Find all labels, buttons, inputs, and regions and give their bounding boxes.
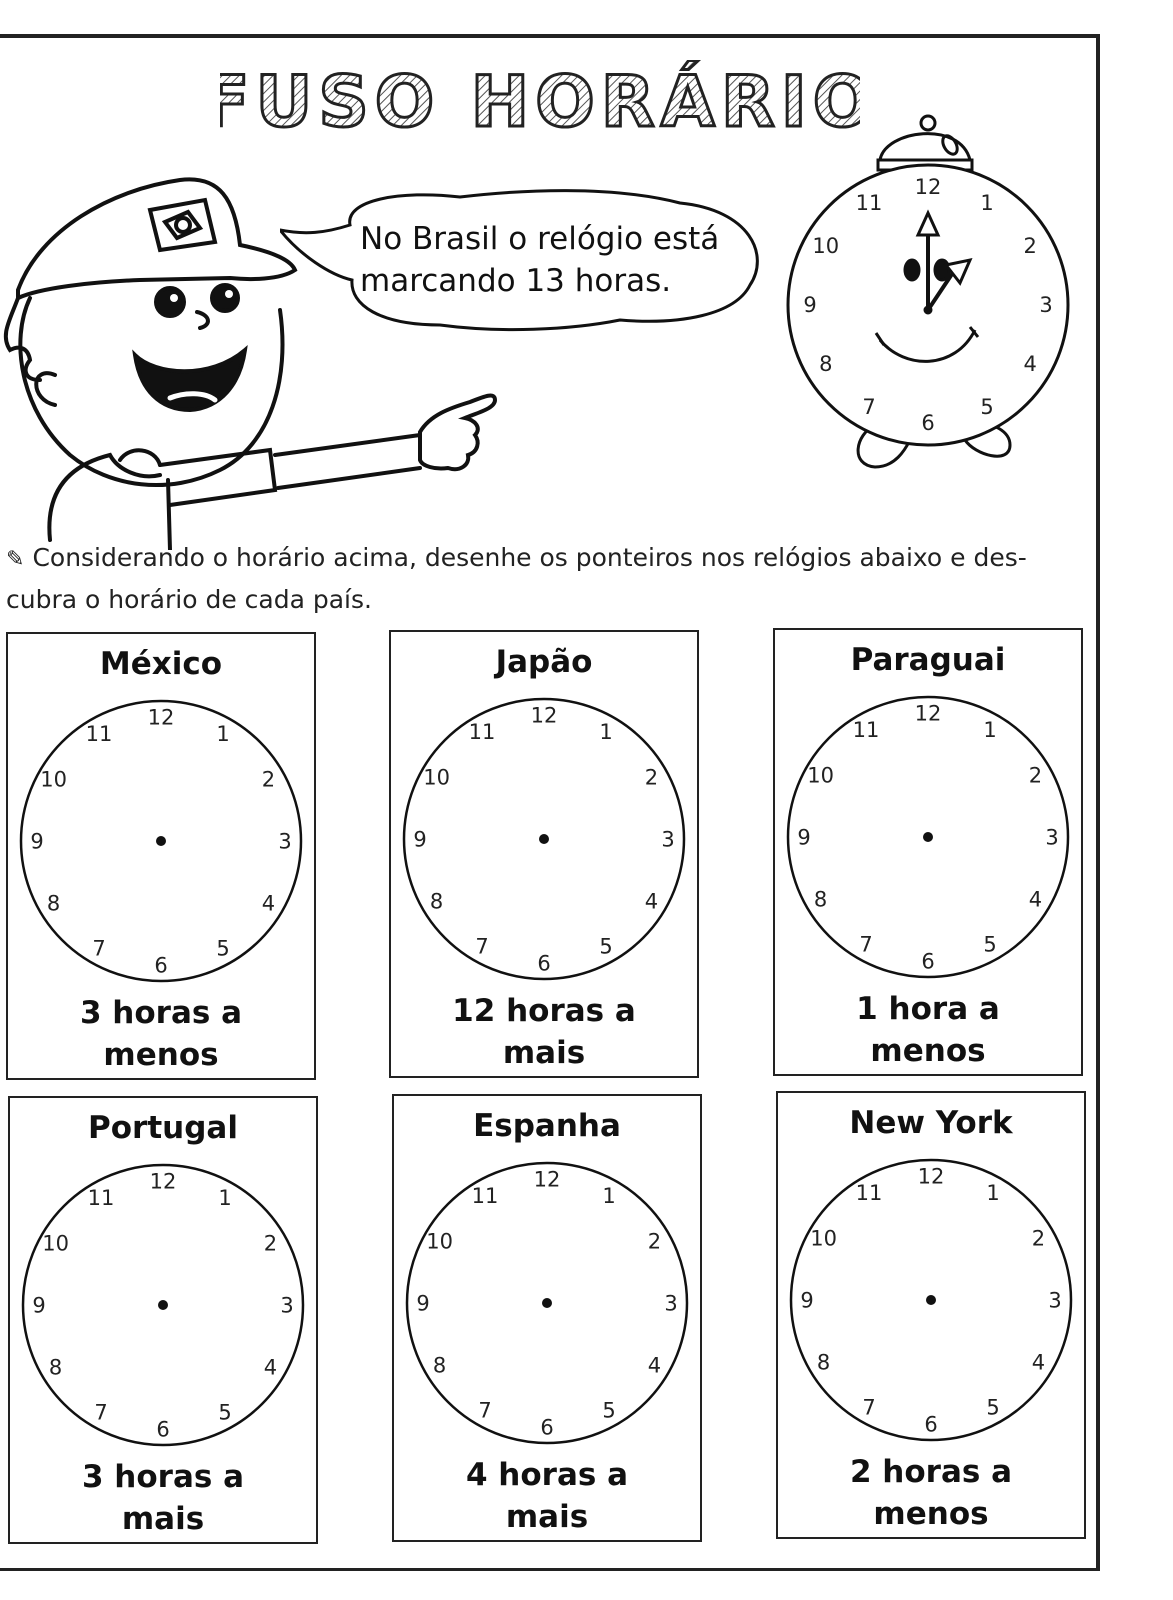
clock-number: 10 — [807, 763, 834, 788]
clock-number: 12 — [530, 703, 558, 728]
time-difference-line-2: menos — [873, 1496, 989, 1532]
clock-number: 11 — [855, 1181, 883, 1205]
clock-center-dot — [923, 832, 933, 842]
blank-clock-face[interactable] — [402, 1158, 692, 1448]
clock-number: 4 — [263, 1355, 278, 1380]
instruction-line-2: cubra o horário de cada país. — [6, 585, 372, 614]
clock-number: 4 — [647, 1353, 662, 1378]
clock-number: 11 — [855, 190, 883, 215]
country-name: New York — [849, 1105, 1013, 1141]
clock-number: 6 — [921, 949, 935, 974]
clock-number: 3 — [280, 1293, 294, 1318]
instruction-line-1: Considerando o horário acima, desenhe os ponteiros nos relógios abaixo e des- — [32, 543, 1027, 572]
clock-number: 5 — [218, 1400, 232, 1425]
clock-number: 3 — [661, 827, 675, 852]
time-difference-line-1: 2 horas a — [849, 1454, 1013, 1490]
clock-number: 10 — [42, 1231, 69, 1256]
clock-center-dot — [158, 1300, 168, 1310]
time-difference-line-1: 12 horas a — [452, 993, 636, 1029]
speech-bubble-text — [360, 218, 780, 302]
clock-number: 11 — [468, 720, 496, 744]
clock-number: 3 — [1048, 1288, 1062, 1313]
clock-number: 1 — [986, 1181, 1000, 1205]
title-graphic — [220, 60, 860, 140]
pencil-icon: ✎ — [6, 547, 25, 572]
time-difference-line-2: menos — [103, 1037, 219, 1073]
clock-number: 9 — [803, 293, 817, 317]
blank-clock-face[interactable] — [783, 692, 1073, 982]
clock-number: 12 — [917, 1164, 945, 1189]
clock-number: 5 — [980, 395, 994, 420]
speech-line-1: No Brasil o relógio está — [360, 221, 720, 257]
clock-number: 2 — [644, 765, 659, 790]
clock-number: 4 — [1028, 887, 1043, 912]
clock-number: 3 — [1039, 293, 1053, 317]
clock-number: 5 — [986, 1395, 1000, 1420]
clock-number: 7 — [862, 395, 876, 420]
time-difference — [775, 988, 1081, 1072]
time-difference-line-2: mais — [505, 1499, 589, 1535]
clock-center-dot — [542, 1298, 552, 1308]
clock-number: 7 — [92, 936, 106, 961]
alarm-clock-illustration — [780, 105, 1080, 485]
clock-number: 1 — [218, 1186, 232, 1210]
instruction-text — [6, 538, 1086, 620]
clock-number: 5 — [983, 932, 997, 957]
clock-number: 2 — [1023, 234, 1037, 258]
clock-number: 7 — [859, 932, 873, 957]
time-difference-line-2: menos — [870, 1033, 986, 1069]
country-card-paraguai — [773, 628, 1083, 1076]
clock-number: 6 — [921, 411, 935, 435]
clock-number: 9 — [32, 1293, 46, 1318]
clock-number: 5 — [602, 1398, 616, 1423]
clock-number: 4 — [644, 889, 659, 914]
speech-line-2: marcando 13 horas. — [360, 263, 672, 299]
clock-number: 8 — [816, 1350, 831, 1375]
clock-number: 6 — [154, 953, 168, 978]
clock-number: 11 — [471, 1184, 499, 1208]
clock-number: 12 — [914, 175, 942, 199]
clock-number: 7 — [478, 1398, 492, 1423]
country-name: Espanha — [473, 1108, 621, 1144]
clock-number: 4 — [261, 891, 276, 916]
time-difference-line-2: mais — [121, 1501, 205, 1537]
clock-number: 6 — [924, 1412, 938, 1437]
country-name: Paraguai — [850, 642, 1006, 678]
time-difference-line-1: 3 horas a — [81, 1459, 245, 1495]
clock-number: 1 — [980, 190, 994, 215]
clock-number: 3 — [1045, 825, 1059, 850]
title-text: FUSO HORÁRIO — [220, 61, 860, 140]
clock-center-dot — [926, 1295, 936, 1305]
clock-center-dot — [156, 836, 166, 846]
time-difference-line-1: 3 horas a — [79, 995, 243, 1031]
clock-number: 12 — [149, 1169, 177, 1194]
blank-clock-face[interactable] — [18, 1160, 308, 1450]
clock-number: 9 — [30, 829, 44, 854]
clock-number: 6 — [156, 1417, 170, 1442]
clock-number: 7 — [475, 934, 489, 959]
country-card-mexico — [6, 632, 316, 1080]
clock-number: 12 — [914, 701, 942, 726]
clock-number: 2 — [261, 767, 276, 792]
clock-number: 8 — [819, 352, 833, 376]
clock-number: 10 — [40, 767, 67, 792]
clock-number: 8 — [48, 1355, 63, 1380]
country-name: México — [99, 646, 223, 682]
clock-number: 11 — [85, 722, 113, 746]
clock-number: 2 — [1031, 1226, 1046, 1251]
worksheet-title — [220, 60, 860, 140]
time-difference — [391, 990, 697, 1074]
clock-number: 6 — [540, 1415, 554, 1440]
time-difference — [10, 1456, 316, 1540]
clock-number: 6 — [537, 951, 551, 976]
time-difference-line-2: mais — [502, 1035, 586, 1071]
clock-number: 4 — [1031, 1350, 1046, 1375]
clock-number: 9 — [800, 1288, 814, 1313]
clock-number: 9 — [413, 827, 427, 852]
country-card-japao — [389, 630, 699, 1078]
clock-number: 10 — [426, 1229, 453, 1254]
clock-number: 12 — [533, 1167, 561, 1192]
country-card-espanha — [392, 1094, 702, 1542]
clock-number: 8 — [813, 887, 828, 912]
clock-number: 10 — [810, 1226, 837, 1251]
clock-number: 3 — [664, 1291, 678, 1316]
time-difference-line-1: 4 horas a — [465, 1457, 629, 1493]
clock-number: 9 — [416, 1291, 430, 1316]
clock-number: 2 — [647, 1229, 662, 1254]
country-card-portugal — [8, 1096, 318, 1544]
clock-number: 10 — [423, 765, 450, 790]
country-card-new-york — [776, 1091, 1086, 1539]
blank-clock-face[interactable] — [16, 696, 306, 986]
clock-number: 3 — [278, 829, 292, 854]
clock-number: 7 — [862, 1395, 876, 1420]
clock-number: 8 — [432, 1353, 447, 1378]
clock-number: 2 — [263, 1231, 278, 1256]
clock-number: 5 — [216, 936, 230, 961]
clock-number: 11 — [852, 718, 880, 742]
clock-number: 11 — [87, 1186, 115, 1210]
time-difference — [8, 992, 314, 1076]
clock-number: 8 — [429, 889, 444, 914]
country-name: Portugal — [88, 1110, 238, 1146]
country-name: Japão — [495, 644, 593, 680]
clock-number: 1 — [983, 718, 997, 742]
clock-number: 12 — [147, 705, 175, 730]
blank-clock-face[interactable] — [399, 694, 689, 984]
clock-number: 7 — [94, 1400, 108, 1425]
time-difference — [778, 1451, 1084, 1535]
time-difference-line-1: 1 hora a — [856, 991, 1000, 1027]
clock-number: 10 — [812, 234, 840, 258]
clock-center-dot — [539, 834, 549, 844]
clock-number: 1 — [216, 722, 230, 746]
clock-number: 2 — [1028, 763, 1043, 788]
clock-number: 5 — [599, 934, 613, 959]
blank-clock-face[interactable] — [786, 1155, 1076, 1445]
clock-number: 1 — [599, 720, 613, 744]
clock-number: 9 — [797, 825, 811, 850]
clock-number: 1 — [602, 1184, 616, 1208]
clock-number: 8 — [46, 891, 61, 916]
clock-number: 4 — [1023, 352, 1037, 376]
time-difference — [394, 1454, 700, 1538]
